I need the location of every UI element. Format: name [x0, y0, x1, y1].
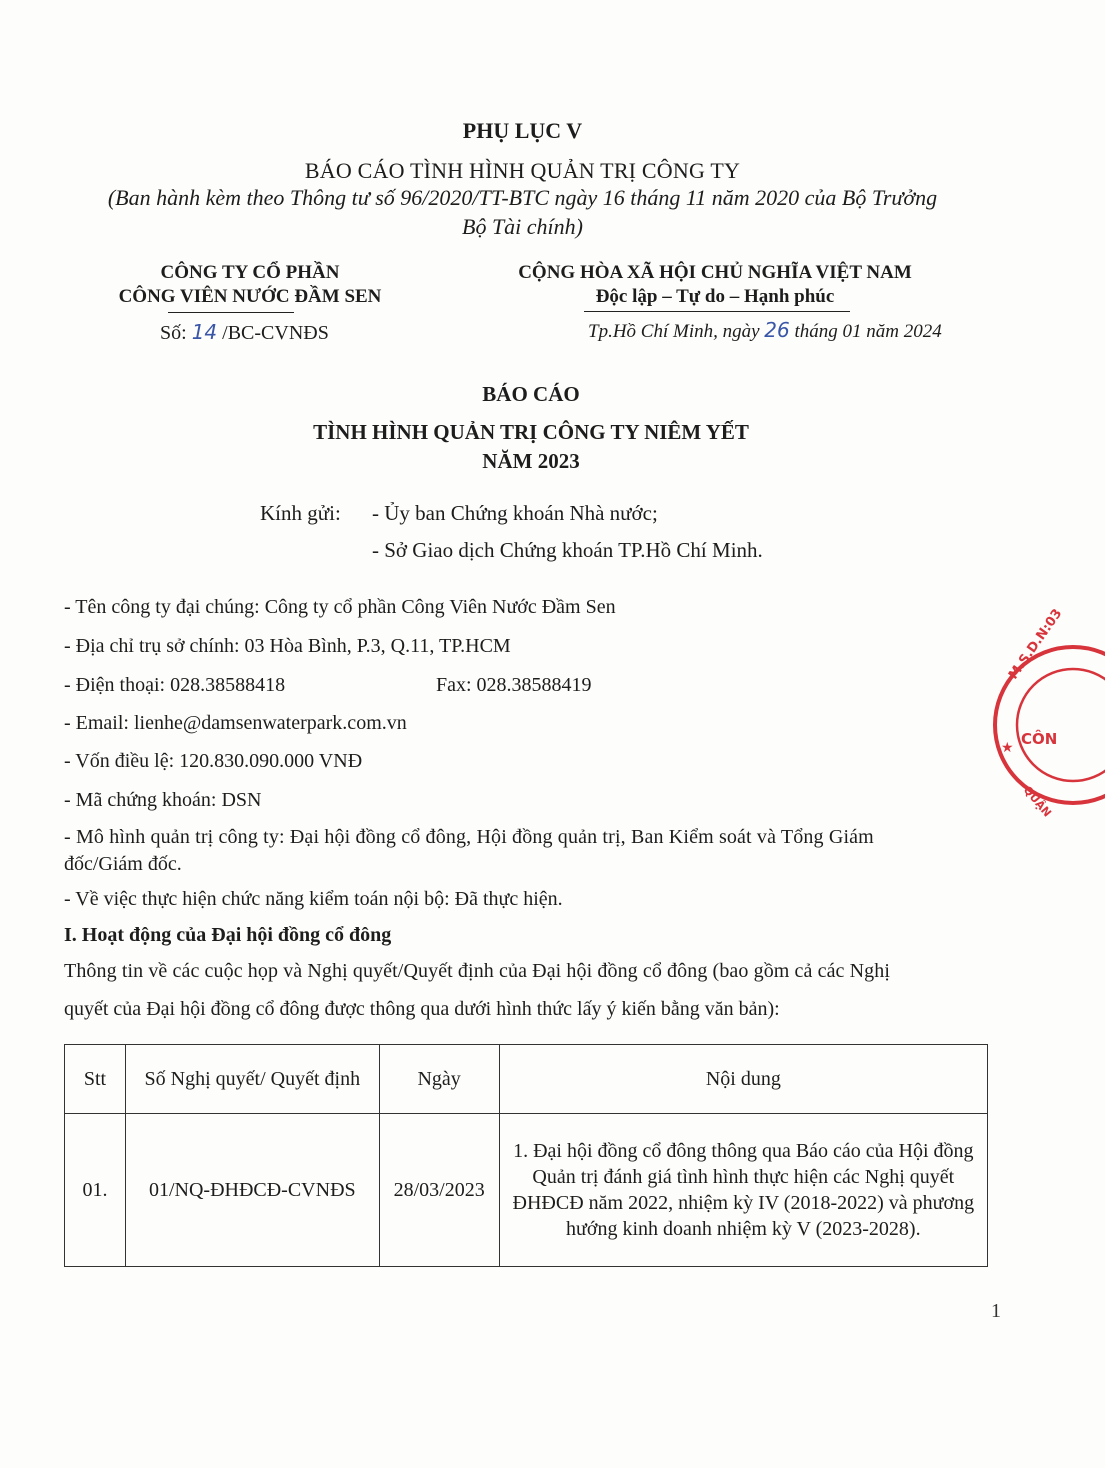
- report-subtitle: TÌNH HÌNH QUẢN TRỊ CÔNG TY NIÊM YẾT: [313, 420, 749, 444]
- svg-text:CÔN: CÔN: [1021, 730, 1058, 748]
- recipient-item-1: - Ủy ban Chứng khoán Nhà nước;: [372, 501, 658, 525]
- appendix-subtitle: BÁO CÁO TÌNH HÌNH QUẢN TRỊ CÔNG TY: [304, 158, 741, 183]
- svg-text:QUẬN: QUẬN: [1020, 783, 1054, 820]
- recipient-label: Kính gửi:: [260, 501, 341, 525]
- document-date-prefix: Tp.Hồ Chí Minh, ngày: [588, 321, 765, 342]
- cell-date: 28/03/2023: [379, 1114, 499, 1267]
- appendix-title: PHỤ LỤC V: [462, 118, 583, 143]
- document-number-prefix: Số:: [160, 322, 192, 344]
- section-paragraph-line2: quyết của Đại hội đồng cổ đông được thông qua dưới hình thức lấy ý kiến bằng văn bản):: [64, 998, 780, 1020]
- info-governance-model-line1: - Mô hình quản trị công ty: Đại hội đồng cổ đông, Hội đồng quản trị, Ban Kiểm soát và Tổng Giám: [64, 826, 874, 848]
- header-stt: Stt: [65, 1045, 126, 1114]
- info-governance-model-line2: đốc/Giám đốc.: [64, 853, 182, 875]
- info-internal-audit: - Về việc thực hiện chức năng kiểm toán nội bộ: Đã thực hiện.: [64, 888, 563, 910]
- cell-stt: 01.: [65, 1114, 126, 1267]
- page-number: 1: [991, 1300, 1001, 1322]
- company-name-line1: CÔNG TY CỔ PHẦN: [160, 262, 340, 283]
- info-company-name: - Tên công ty đại chúng: Công ty cổ phần Công Viên Nước Đầm Sen: [64, 596, 616, 618]
- document-date-day: 26: [764, 318, 790, 342]
- info-address: - Địa chỉ trụ sở chính: 03 Hòa Bình, P.3, Q.11, TP.HCM: [64, 635, 511, 657]
- info-capital: - Vốn điều lệ: 120.830.090.000 VNĐ: [64, 750, 363, 772]
- recipient-item-2: - Sở Giao dịch Chứng khoán TP.Hồ Chí Minh.: [372, 538, 763, 562]
- header-date: Ngày: [379, 1045, 499, 1114]
- table-row: [65, 1114, 988, 1267]
- document-date: [588, 318, 942, 343]
- info-phone: - Điện thoại: 028.38588418: [64, 674, 286, 696]
- company-underline: [168, 312, 294, 313]
- header-resolution-number: Số Nghị quyết/ Quyết định: [125, 1045, 379, 1114]
- section-heading: I. Hoạt động của Đại hội đồng cổ đông: [64, 924, 392, 946]
- header-content: Nội dung: [499, 1045, 987, 1114]
- cell-content: 1. Đại hội đồng cổ đông thông qua Báo cáo của Hội đồng Quản trị đánh giá tình hình thực hiện các Nghị quyết ĐHĐCĐ năm 2022, nhiệm kỳ IV (2018-2022) và phương hướng kinh doanh nhiệm kỳ V (2023-2028).: [499, 1114, 987, 1267]
- motto-underline: [584, 311, 850, 312]
- info-email: - Email: lienhe@damsenwaterpark.com.vn: [64, 712, 407, 734]
- company-seal-stamp: [985, 606, 1105, 820]
- document-number-suffix: /BC-CVNĐS: [217, 322, 329, 344]
- appendix-note-line1: (Ban hành kèm theo Thông tư số 96/2020/TT-BTC ngày 16 tháng 11 năm 2020 của Bộ Trưởng: [107, 185, 938, 210]
- document-number: [160, 320, 329, 345]
- report-title: BÁO CÁO: [482, 382, 580, 406]
- resolutions-table: [64, 1044, 988, 1267]
- info-stock-code: - Mã chứng khoán: DSN: [64, 789, 262, 811]
- cell-resolution-number: 01/NQ-ĐHĐCĐ-CVNĐS: [125, 1114, 379, 1267]
- svg-text:M.S.D.N:03: M.S.D.N:03: [1005, 606, 1066, 683]
- document-date-suffix: tháng 01 năm 2024: [789, 321, 942, 342]
- report-year: NĂM 2023: [482, 449, 580, 473]
- document-number-handwritten: 14: [191, 320, 218, 344]
- republic-motto: Độc lập – Tự do – Hạnh phúc: [595, 286, 835, 307]
- appendix-note-line2: Bộ Tài chính): [462, 214, 583, 239]
- info-fax: Fax: 028.38588419: [436, 674, 592, 696]
- company-name-line2: CÔNG VIÊN NƯỚC ĐẦM SEN: [118, 286, 382, 307]
- svg-text:★: ★: [1001, 740, 1014, 756]
- table-header-row: [65, 1045, 988, 1114]
- republic-title: CỘNG HÒA XÃ HỘI CHỦ NGHĨA VIỆT NAM: [518, 262, 912, 283]
- section-paragraph-line1: Thông tin về các cuộc họp và Nghị quyết/Quyết định của Đại hội đồng cổ đông (bao gồm cả các Nghị: [64, 960, 891, 982]
